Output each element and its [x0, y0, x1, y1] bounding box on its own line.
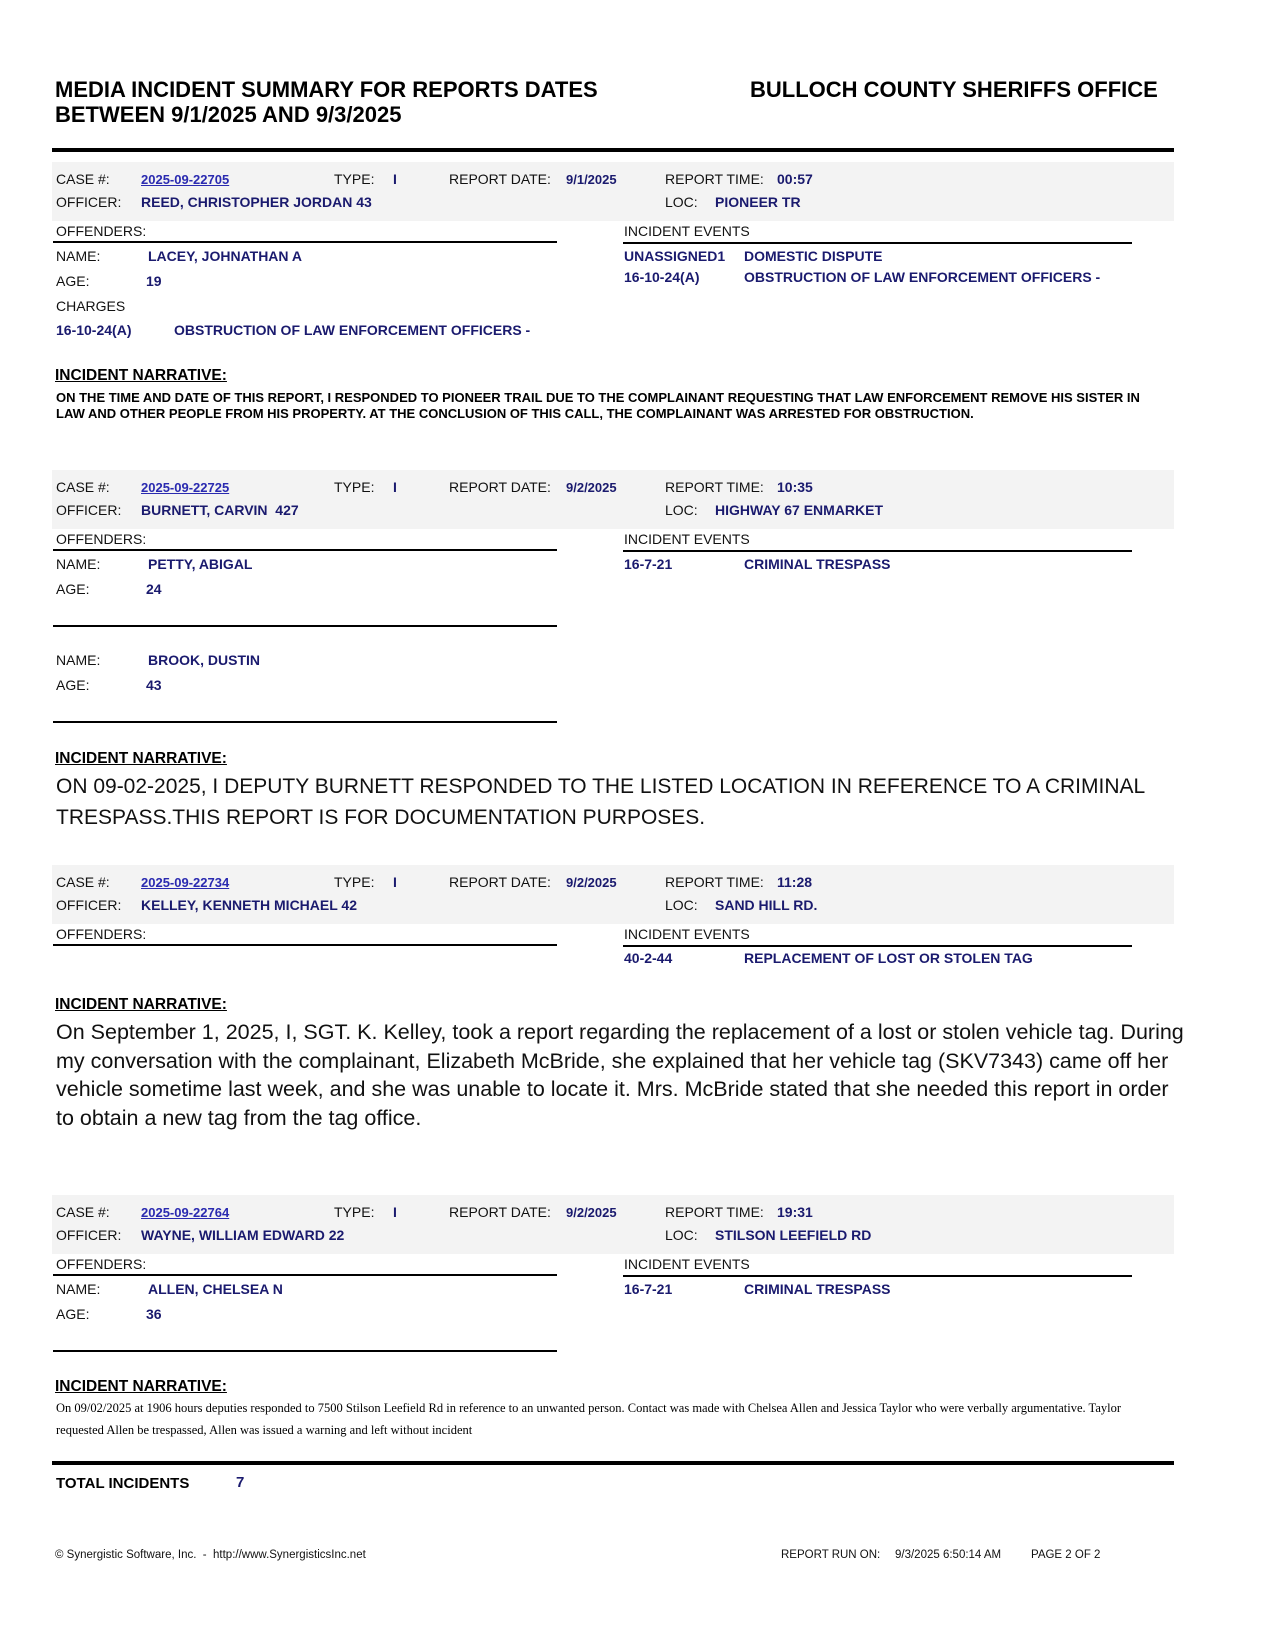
incident-events-label: INCIDENT EVENTS [624, 223, 750, 239]
offenders-rule [53, 241, 557, 243]
report-date-label: REPORT DATE: [449, 171, 551, 187]
report-time-label: REPORT TIME: [665, 1204, 764, 1220]
loc-label: LOC: [665, 194, 698, 210]
event-desc: DOMESTIC DISPUTE [744, 248, 883, 264]
officer-value: BURNETT, CARVIN 427 [141, 502, 299, 518]
event-code: 16-10-24(A) [624, 269, 700, 285]
type-label: TYPE: [334, 874, 375, 890]
narrative-text: ON THE TIME AND DATE OF THIS REPORT, I RESPONDED TO PIONEER TRAIL DUE TO THE COMPLAINANT REQUESTING THAT LAW ENFORCEMENT REMOVE HIS SISTER IN LAW AND OTHER PEOPLE FROM HIS PROPERTY. AT THE CONCLUSION OF THIS CALL, THE COMPLAINANT WAS ARRESTED FOR OBSTRUCTION. [56, 390, 1140, 421]
offenders-rule [53, 944, 557, 946]
type-value: I [393, 171, 397, 187]
incident-events-label: INCIDENT EVENTS [624, 1256, 750, 1272]
officer-value: KELLEY, KENNETH MICHAEL 42 [141, 897, 357, 913]
offender-age-label: AGE: [56, 581, 90, 597]
officer-label: OFFICER: [56, 194, 122, 210]
report-title-line1: MEDIA INCIDENT SUMMARY FOR REPORTS DATES [55, 77, 598, 102]
type-label: TYPE: [334, 479, 375, 495]
report-title-line2: BETWEEN 9/1/2025 AND 9/3/2025 [55, 102, 402, 127]
totals-divider [52, 1461, 1174, 1465]
report-time-label: REPORT TIME: [665, 874, 764, 890]
total-incidents-value: 7 [236, 1474, 245, 1491]
report-date-label: REPORT DATE: [449, 874, 551, 890]
event-desc: CRIMINAL TRESPASS [744, 1281, 891, 1297]
case-label: CASE #: [56, 479, 110, 495]
charge-desc: OBSTRUCTION OF LAW ENFORCEMENT OFFICERS - [174, 322, 531, 338]
narrative-heading: INCIDENT NARRATIVE: [55, 996, 227, 1013]
offender-name-label: NAME: [56, 652, 101, 668]
offenders-label: OFFENDERS: [56, 926, 147, 942]
officer-label: OFFICER: [56, 897, 122, 913]
narrative-text: ON 09-02-2025, I DEPUTY BURNETT RESPONDED TO THE LISTED LOCATION IN REFERENCE TO A CRIMINAL TRESPASS.THIS REPORT IS FOR DOCUMENTATION PURPOSES. [56, 775, 1145, 829]
agency-name: BULLOCH COUNTY SHERIFFS OFFICE [750, 77, 1158, 102]
event-desc: REPLACEMENT OF LOST OR STOLEN TAG [744, 950, 1033, 966]
offender-age-label: AGE: [56, 677, 90, 693]
event-code: 40-2-44 [624, 950, 673, 966]
report-run-value: 9/3/2025 6:50:14 AM [895, 1549, 1002, 1561]
case-number-link[interactable]: 2025-09-22725 [141, 480, 230, 495]
offenders-label: OFFENDERS: [56, 1256, 147, 1272]
report-time-value: 19:31 [777, 1204, 813, 1220]
case-number-link[interactable]: 2025-09-22705 [141, 172, 230, 187]
event-code: 16-7-21 [624, 1281, 673, 1297]
event-desc: CRIMINAL TRESPASS [744, 556, 891, 572]
narrative-heading: INCIDENT NARRATIVE: [55, 750, 227, 767]
offenders-label: OFFENDERS: [56, 531, 147, 547]
narrative-heading: INCIDENT NARRATIVE: [55, 367, 227, 384]
total-incidents-label: TOTAL INCIDENTS [56, 1475, 190, 1492]
incident-events-rule [623, 945, 1132, 947]
report-date-value: 9/2/2025 [566, 480, 617, 495]
offender-name-label: NAME: [56, 248, 101, 264]
offender-name: ALLEN, CHELSEA N [148, 1281, 283, 1297]
case-header-band [52, 1195, 1174, 1254]
loc-label: LOC: [665, 1227, 698, 1243]
report-run-label: REPORT RUN ON: [781, 1549, 881, 1561]
offender-name: PETTY, ABIGAL [148, 556, 253, 572]
offenders-label: OFFENDERS: [56, 223, 147, 239]
case-header-band [52, 162, 1174, 221]
officer-value: REED, CHRISTOPHER JORDAN 43 [141, 194, 372, 210]
case-number-link[interactable]: 2025-09-22734 [141, 875, 230, 890]
copyright-text: © Synergistic Software, Inc. - http://www.SynergisticsInc.net [55, 1549, 366, 1561]
offender-age: 24 [146, 581, 162, 597]
offender-age: 36 [146, 1306, 162, 1322]
narrative-text: On September 1, 2025, I, SGT. K. Kelley, took a report regarding the replacement of a lost or stolen vehicle tag. During my conversation with the complainant, Elizabeth McBride, she explained that her vehicle tag (SKV7343) came off her vehicle sometime last week, and she was unable to locate it. Mrs. McBride stated that she needed this report in order to obtain a new tag from the tag office. [56, 1020, 1184, 1130]
offenders-rule [53, 1274, 557, 1276]
report-date-value: 9/2/2025 [566, 875, 617, 890]
incident-events-rule [623, 242, 1132, 244]
loc-value: SAND HILL RD. [715, 897, 818, 913]
report-date-label: REPORT DATE: [449, 479, 551, 495]
case-label: CASE #: [56, 171, 110, 187]
loc-value: STILSON LEEFIELD RD [715, 1227, 872, 1243]
loc-value: PIONEER TR [715, 194, 801, 210]
type-label: TYPE: [334, 1204, 375, 1220]
type-value: I [393, 479, 397, 495]
incident-events-rule [623, 1275, 1132, 1277]
offenders-rule [53, 549, 557, 551]
type-label: TYPE: [334, 171, 375, 187]
offender-divider [53, 1350, 557, 1352]
charges-label: CHARGES [56, 298, 126, 314]
offender-name: LACEY, JOHNATHAN A [148, 248, 303, 264]
report-time-label: REPORT TIME: [665, 479, 764, 495]
charge-code: 16-10-24(A) [56, 322, 132, 338]
event-desc: OBSTRUCTION OF LAW ENFORCEMENT OFFICERS - [744, 269, 1101, 285]
type-value: I [393, 1204, 397, 1220]
incident-events-label: INCIDENT EVENTS [624, 926, 750, 942]
offender-divider [53, 721, 557, 723]
offender-age: 43 [146, 677, 162, 693]
type-value: I [393, 874, 397, 890]
report-time-value: 11:28 [777, 874, 813, 890]
case-header-band [52, 865, 1174, 924]
case-label: CASE #: [56, 874, 110, 890]
offender-age-label: AGE: [56, 1306, 90, 1322]
loc-label: LOC: [665, 502, 698, 518]
offender-name-label: NAME: [56, 1281, 101, 1297]
event-code: 16-7-21 [624, 556, 673, 572]
officer-label: OFFICER: [56, 1227, 122, 1243]
page-number: PAGE 2 OF 2 [1031, 1549, 1101, 1561]
narrative-heading: INCIDENT NARRATIVE: [55, 1378, 227, 1395]
loc-value: HIGHWAY 67 ENMARKET [715, 502, 884, 518]
report-date-value: 9/1/2025 [566, 172, 617, 187]
header-divider [52, 148, 1174, 152]
offender-name-label: NAME: [56, 556, 101, 572]
incident-events-rule [623, 550, 1132, 552]
case-number-link[interactable]: 2025-09-22764 [141, 1205, 230, 1220]
offender-divider [53, 625, 557, 627]
officer-label: OFFICER: [56, 502, 122, 518]
event-code: UNASSIGNED1 [624, 248, 726, 264]
case-header-band [52, 470, 1174, 529]
report-time-value: 10:35 [777, 479, 813, 495]
offender-age: 19 [146, 273, 162, 289]
offender-age-label: AGE: [56, 273, 90, 289]
offender-name: BROOK, DUSTIN [148, 652, 260, 668]
case-label: CASE #: [56, 1204, 110, 1220]
officer-value: WAYNE, WILLIAM EDWARD 22 [141, 1227, 345, 1243]
report-date-label: REPORT DATE: [449, 1204, 551, 1220]
loc-label: LOC: [665, 897, 698, 913]
report-time-label: REPORT TIME: [665, 171, 764, 187]
incident-events-label: INCIDENT EVENTS [624, 531, 750, 547]
report-date-value: 9/2/2025 [566, 1205, 617, 1220]
narrative-text: On 09/02/2025 at 1906 hours deputies responded to 7500 Stilson Leefield Rd in reference to an unwanted person. Contact was made with Chelsea Allen and Jessica Taylor who were verbally argumentative. Taylor requested Allen be trespassed, Allen was issued a warning and left without incident [56, 1401, 1122, 1437]
report-time-value: 00:57 [777, 171, 813, 187]
